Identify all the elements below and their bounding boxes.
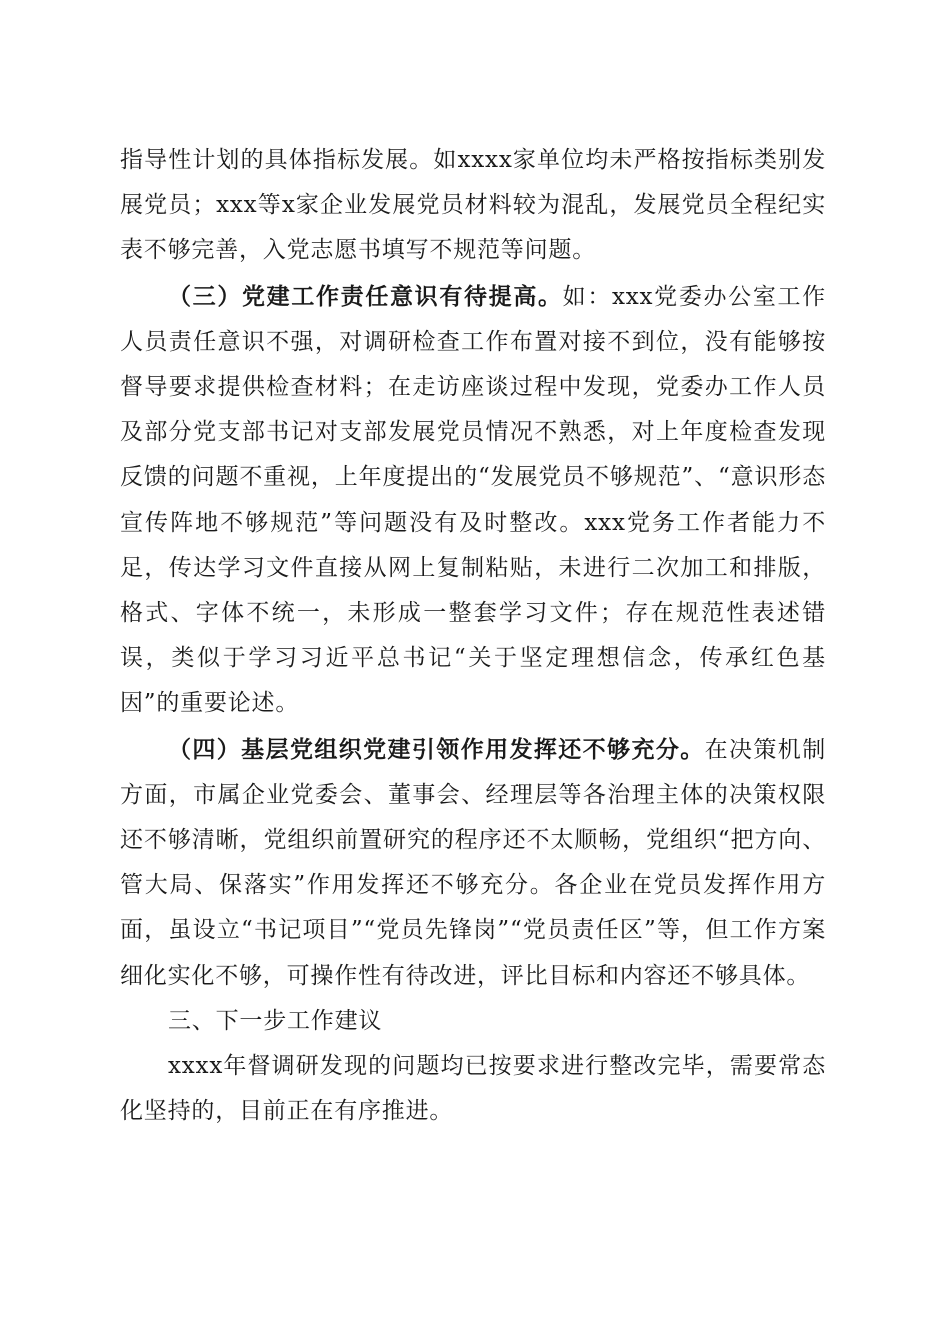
paragraph-next-steps [120,1044,826,1134]
paragraph-continuation [120,138,826,274]
paragraph-heading: （四）基层党组织党建引领作用发挥还不够充分。 [168,735,705,763]
paragraph-text: 指导性计划的具体指标发展。如xxxx家单位均未严格按指标类别发展党员；xxx等x家企业发展党员材料较为混乱，发展党员全程纪实表不够完善，入党志愿书填写不规范等问题。 [120,147,826,264]
section-heading: 三、下一步工作建议 [168,1007,383,1034]
paragraph-text: xxxx年督调研发现的问题均已按要求进行整改完毕，需要常态化坚持的，目前正在有序推进。 [120,1053,826,1125]
paragraph-heading: （三）党建工作责任意识有待提高。 [168,282,563,310]
paragraph-text: 在决策机制方面，市属企业党委会、董事会、经理层等各治理主体的决策权限还不够清晰，党组织前置研究的程序还不太顺畅，党组织“把方向、管大局、保落实”作用发挥还不够充分。各企业在党员发挥作用方面，虽设立“书记项目”“党员先锋岗”“党员责任区”等，但工作方案细化实化不够，可操作性有待改进，评比目标和内容还不够具体。 [120,736,826,989]
document-body [120,138,826,1134]
paragraph-responsibility [120,274,826,727]
paragraph-leadership [120,727,826,999]
paragraph-text: 如：xxx党委办公室工作人员责任意识不强，对调研检查工作布置对接不到位，没有能够按督导要求提供检查材料；在走访座谈过程中发现，党委办工作人员及部分党支部书记对支部发展党员情况不熟悉，对上年度检查发现反馈的问题不重视，上年度提出的“发展党员不够规范”、“意识形态宣传阵地不够规范”等问题没有及时整改。xxx党务工作者能力不足，传达学习文件直接从网上复制粘贴，未进行二次加工和排版，格式、字体不统一，未形成一整套学习文件；存在规范性表述错误，类似于学习习近平总书记“关于坚定理想信念，传承红色基因”的重要论述。 [120,283,826,717]
